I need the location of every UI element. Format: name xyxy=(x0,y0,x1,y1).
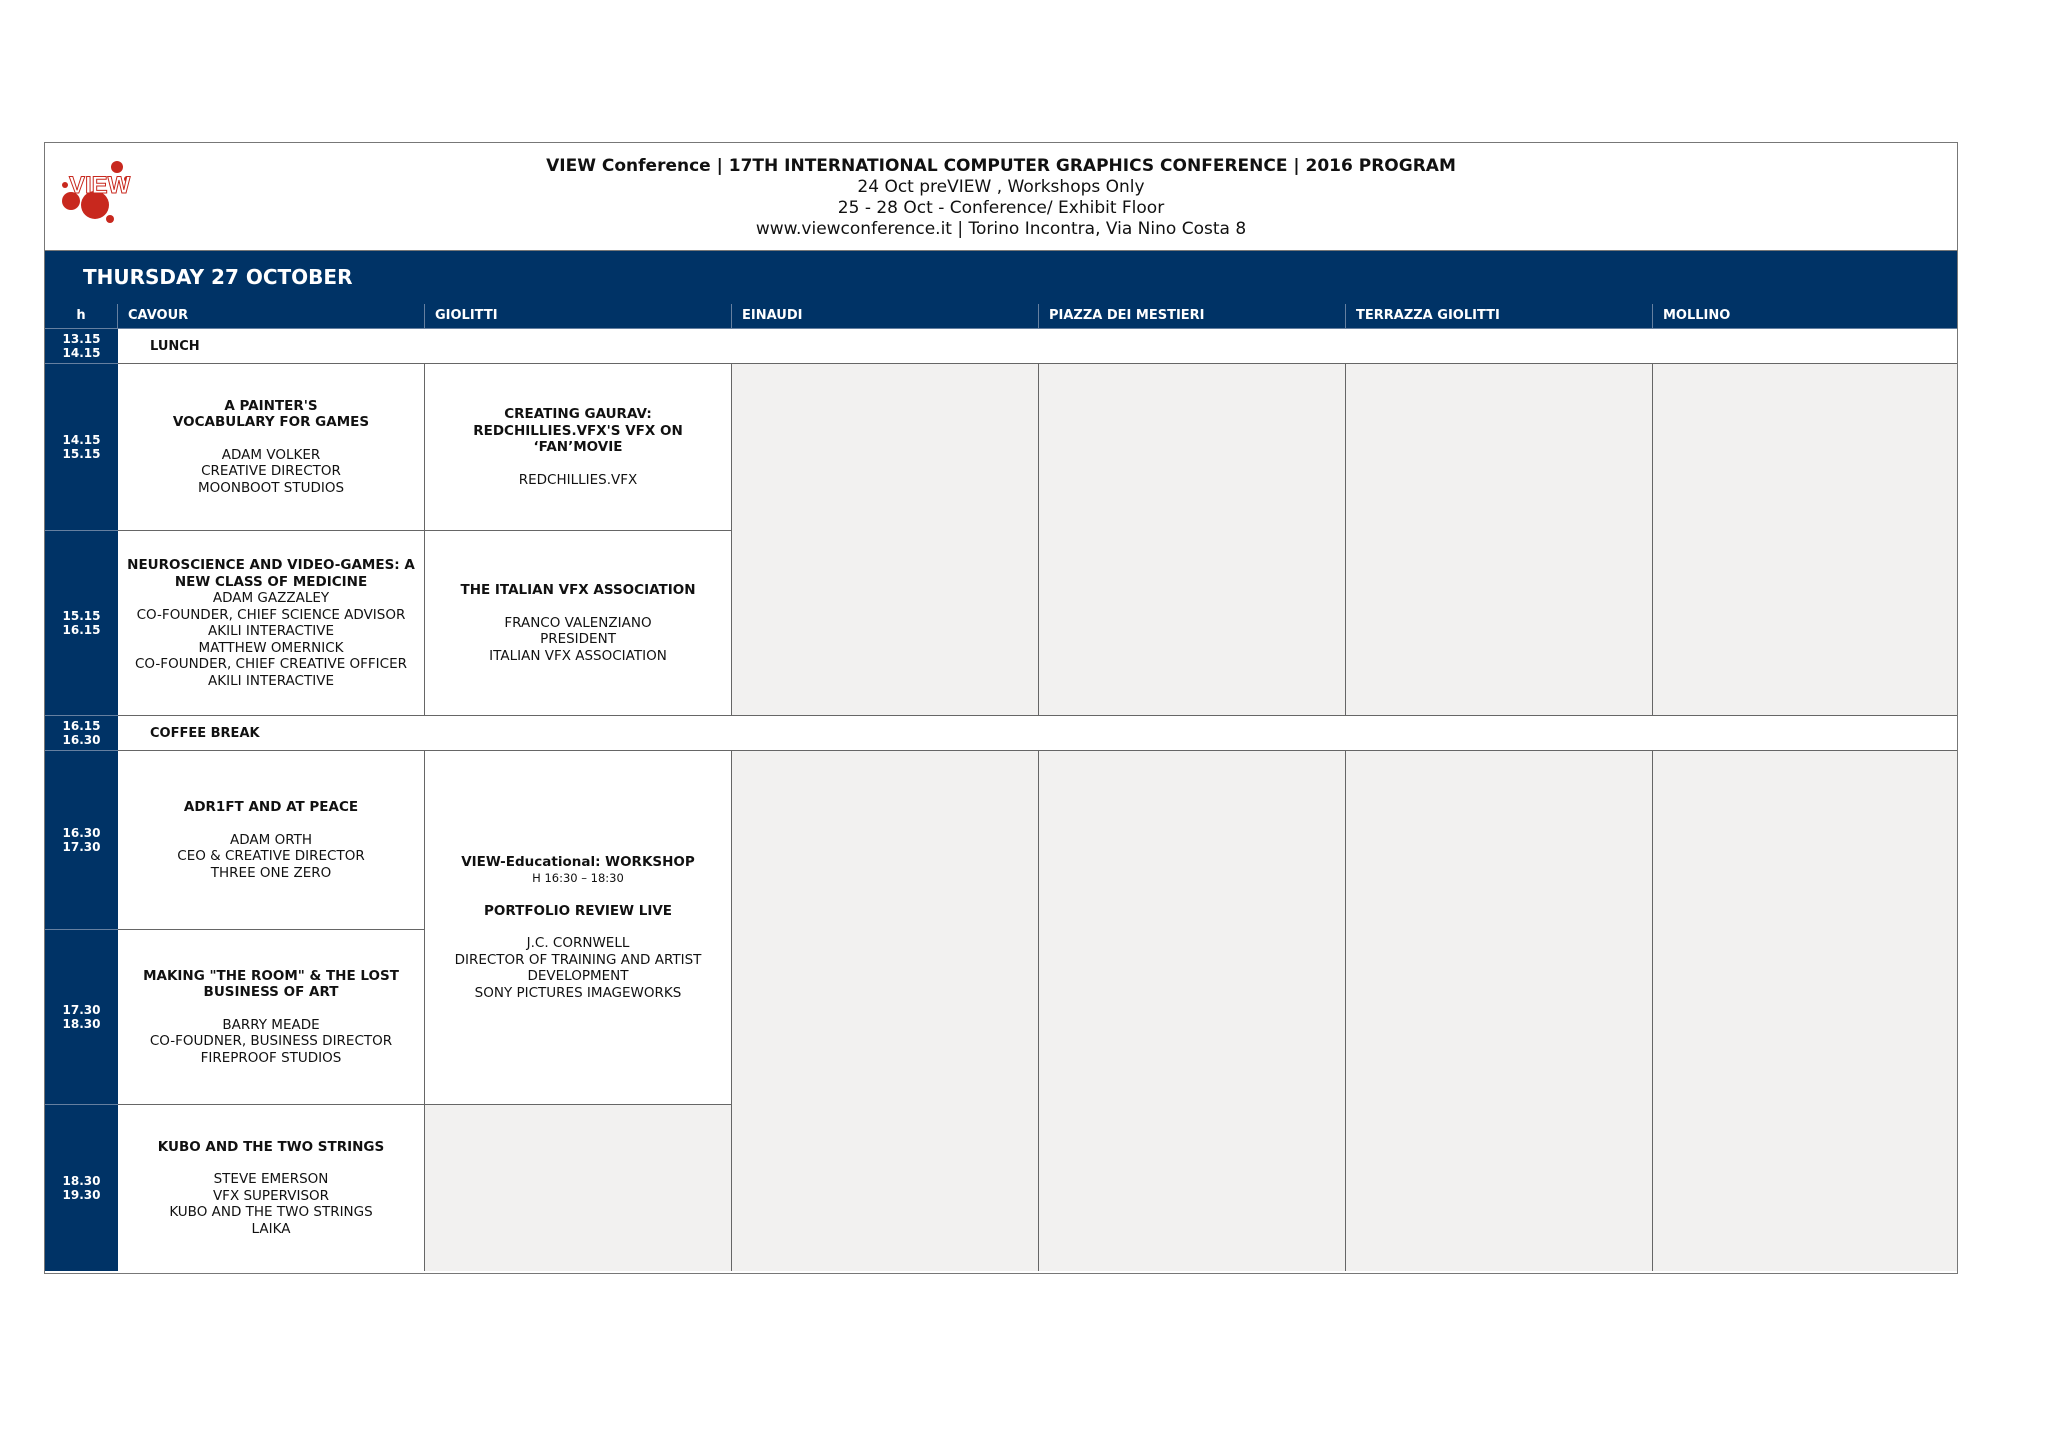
coffee-break: COFFEE BREAK xyxy=(118,716,1957,751)
empty-slot xyxy=(1653,364,1957,716)
day-title: THURSDAY 27 OCTOBER xyxy=(45,251,1957,304)
header-text xyxy=(45,155,1957,240)
lunch-break: LUNCH xyxy=(118,329,1957,364)
time-slot: 17.30 18.30 xyxy=(45,930,118,1105)
session-card[interactable]: A PAINTER'S VOCABULARY FOR GAMES ADAM VOLKER CREATIVE DIRECTOR MOONBOOT STUDIOS xyxy=(118,364,425,531)
col-header-giolitti: GIOLITTI xyxy=(425,304,732,329)
col-header-cavour: CAVOUR xyxy=(118,304,425,329)
logo-text: VIEW xyxy=(69,172,131,199)
empty-slot xyxy=(425,1105,732,1271)
empty-slot xyxy=(1346,364,1653,716)
col-header-terrazza-giolitti: TERRAZZA GIOLITTI xyxy=(1346,304,1653,329)
session-card[interactable]: KUBO AND THE TWO STRINGS STEVE EMERSON VFX SUPERVISOR KUBO AND THE TWO STRINGS LAIKA xyxy=(118,1105,425,1271)
schedule-table xyxy=(45,304,1957,1273)
header-line-preview: 24 Oct preVIEW , Workshops Only xyxy=(857,177,1145,197)
header-line-conference: 25 - 28 Oct - Conference/ Exhibit Floor xyxy=(837,198,1165,218)
empty-slot xyxy=(732,751,1039,1271)
col-header-einaudi: EINAUDI xyxy=(732,304,1039,329)
time-slot: 15.15 16.15 xyxy=(45,531,118,716)
empty-slot xyxy=(1653,751,1957,1271)
program-sheet xyxy=(44,142,1958,1274)
session-card[interactable]: MAKING "THE ROOM" & THE LOST BUSINESS OF ART BARRY MEADE CO-FOUDNER, BUSINESS DIRECTOR FIREPROOF STUDIOS xyxy=(118,930,425,1105)
time-slot: 16.15 16.30 xyxy=(45,716,118,751)
session-card[interactable]: THE ITALIAN VFX ASSOCIATION FRANCO VALENZIANO PRESIDENT ITALIAN VFX ASSOCIATION xyxy=(425,531,732,716)
session-card[interactable]: NEUROSCIENCE AND VIDEO-GAMES: A NEW CLASS OF MEDICINE ADAM GAZZALEY CO-FOUNDER, CHIEF SCIENCE ADVISOR AKILI INTERACTIVE MATTHEW OMERNICK CO-FOUNDER, CHIEF CREATIVE OFFICER AKILI INTERACTIVE xyxy=(118,531,425,716)
empty-slot xyxy=(1346,751,1653,1271)
time-slot: 14.15 15.15 xyxy=(45,364,118,531)
program-title: VIEW Conference | 17TH INTERNATIONAL COMPUTER GRAPHICS CONFERENCE | 2016 PROGRAM xyxy=(546,156,1456,176)
col-header-piazza-dei-mestieri: PIAZZA DEI MESTIERI xyxy=(1039,304,1346,329)
workshop-card[interactable]: VIEW-Educational: WORKSHOP H 16:30 – 18:30 PORTFOLIO REVIEW LIVE J.C. CORNWELL DIRECTOR OF TRAINING AND ARTIST DEVELOPMENT SONY PICTURES IMAGEWORKS xyxy=(425,751,732,1105)
time-slot: 13.15 14.15 xyxy=(45,329,118,364)
col-header-hour: h xyxy=(45,304,118,329)
empty-slot xyxy=(1039,751,1346,1271)
header-line-address[interactable]: www.viewconference.it | Torino Incontra, Via Nino Costa 8 xyxy=(755,219,1247,239)
session-card[interactable]: ADR1FT AND AT PEACE ADAM ORTH CEO & CREATIVE DIRECTOR THREE ONE ZERO xyxy=(118,751,425,930)
empty-slot xyxy=(1039,364,1346,716)
program-header xyxy=(45,143,1957,251)
time-slot: 18.30 19.30 xyxy=(45,1105,118,1271)
time-slot: 16.30 17.30 xyxy=(45,751,118,930)
empty-slot xyxy=(732,364,1039,716)
col-header-mollino: MOLLINO xyxy=(1653,304,1957,329)
session-card[interactable]: CREATING GAURAV: REDCHILLIES.VFX'S VFX ON ‘FAN’MOVIE REDCHILLIES.VFX xyxy=(425,364,732,531)
